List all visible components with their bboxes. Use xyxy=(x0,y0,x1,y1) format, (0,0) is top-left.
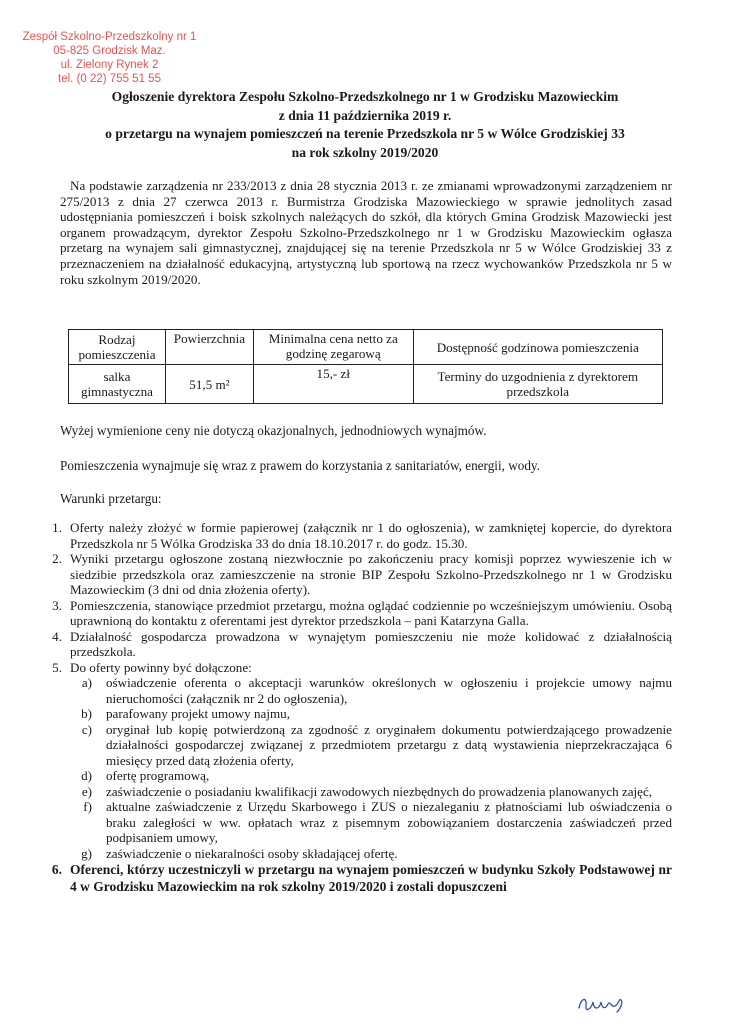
list-item xyxy=(40,598,672,629)
table-cell: salka gimnastyczna xyxy=(69,365,166,404)
table-header-cell: Powierzchnia xyxy=(165,330,253,365)
table-header-cell: Dostępność godzinowa pomieszczenia xyxy=(413,330,662,365)
item-text: Pomieszczenia, stanowiące przedmiot przetargu, można oglądać codziennie po wcześniejszym umówieniu. Osobą uprawnioną do kontaktu z oferentami jest dyrektor przedszkola – pani Katarzyna Galla. xyxy=(70,597,672,628)
item-number: 6. xyxy=(51,862,62,877)
item-text: Do oferty powinny być dołączone: xyxy=(70,659,252,675)
table-header-cell: Rodzaj pomieszczenia xyxy=(69,330,166,365)
sub-item-text: oryginał lub kopię potwierdzoną za zgodność z oryginałem dokumentu potwierdzającego prowadzenie działalności gospodarczej związanej z przedmiotem przetargu z datą wystawienia nieprzekraczająca 6 miesięcy przed datą złożenia oferty, xyxy=(106,721,672,768)
sub-item-text: aktualne zaświadczenie z Urzędu Skarbowego i ZUS o niezaleganiu z płatnościami lub oświadczenia o braku zaległości w ww. opłatach wraz z pisemnym zobowiązaniem dostarczenia zaświadczeń przed podpisaniem umowy, xyxy=(106,799,672,845)
sub-list-item xyxy=(70,675,672,706)
sub-list-item xyxy=(70,784,672,800)
sub-item-text: oświadczenie oferenta o akceptacji warunków określonych w ogłoszeniu i projekcie umowy najmu nieruchomości (załącznik nr 2 do ogłoszenia), xyxy=(106,675,672,706)
sub-item-text: zaświadczenie o posiadaniu kwalifikacji zawodowych niezbędnych do prowadzenia planowanych zajęć, xyxy=(106,783,653,799)
conditions-heading: Warunki przetargu: xyxy=(60,491,162,506)
list-item xyxy=(40,551,672,598)
utilities-note: Pomieszczenia wynajmuje się wraz z prawem do korzystania z sanitariatów, energii, wody. xyxy=(60,458,540,473)
header-date: z dnia 11 października 2019 r. xyxy=(278,107,452,123)
item-number: 5. xyxy=(52,659,62,675)
sub-list-item xyxy=(70,768,672,784)
sub-list-item xyxy=(70,846,672,862)
table-row xyxy=(69,365,663,404)
header-school-year: na rok szkolny 2019/2020 xyxy=(291,144,439,160)
handwritten-signature xyxy=(575,988,627,1018)
list-item xyxy=(40,520,672,551)
table-cell: Terminy do uzgodnienia z dyrektorem przedszkola xyxy=(413,365,662,404)
table-cell: 15,- zł xyxy=(253,365,413,404)
list-item xyxy=(40,660,672,676)
item-number: 4. xyxy=(52,628,62,644)
conditions-list xyxy=(40,520,672,895)
sub-list-item xyxy=(70,706,672,722)
school-stamp xyxy=(22,30,197,86)
sub-item-letter: b) xyxy=(81,706,92,721)
intro-paragraph: Na podstawie zarządzenia nr 233/2013 z dnia 28 stycznia 2013 r. ze zmianami wprowadzonymi zarządzeniem nr 275/2013 z dnia 27 czerwca 2013 r. Burmistrza Grodziska Mazowieckiego w sprawie jednolitych zasad udostępniania pomieszczeń i boisk szkolnych należących do szkół, dla których Gmina Grodzisk Mazowiecki jest organem prowadzącym, dyrektor Zespołu Szkolno-Przedszkolnego nr 1 w Grodzisku Mazowieckim ogłasza przetarg na wynajem sali gimnastycznej, znajdującej się na terenie Przedszkola nr 5 w Wólce Grodziskiej 33 z przeznaczeniem na działalność edukacyjną, artystyczną lub sportową na rzecz wychowanków Przedszkola nr 5 w roku szkolnym 2019/2020. xyxy=(60,178,672,287)
document-header xyxy=(60,88,670,162)
item-text: Działalność gospodarcza prowadzona w wynajętym pomieszczeniu nie może kolidować z działalnością przedszkola. xyxy=(70,628,672,659)
stamp-line-2: 05-825 Grodzisk Maz. xyxy=(53,45,166,57)
sub-item-letter: g) xyxy=(81,845,92,861)
table-header-row xyxy=(69,330,663,365)
sub-item-letter: d) xyxy=(81,768,92,783)
sub-item-letter: c) xyxy=(81,721,92,737)
item-number: 1. xyxy=(52,520,62,535)
item-text: Wyniki przetargu ogłoszone zostaną niezwłocznie po zakończeniu pracy komisji poprzez wywieszenie ich w siedzibie przedszkola oraz zamieszczenie na stronie BIP Zespołu Szkolno-Przedszkolnego nr 1 w Grodzisku Mazowieckim (3 dni od dnia złożenia oferty). xyxy=(70,551,672,597)
table-header-cell: Minimalna cena netto za godzinę zegarową xyxy=(253,330,413,365)
header-title: Ogłoszenie dyrektora Zespołu Szkolno-Przedszkolnego nr 1 w Grodzisku Mazowieckim xyxy=(111,89,619,104)
sub-item-text: ofertę programową, xyxy=(106,768,210,783)
stamp-line-3: ul. Zielony Rynek 2 xyxy=(60,59,159,71)
list-item-bold xyxy=(40,861,672,895)
sub-item-text: zaświadczenie o niekaralności osoby składającej ofertę. xyxy=(106,845,398,861)
item-number: 2. xyxy=(52,551,62,566)
table-cell: 51,5 m² xyxy=(165,365,253,404)
sub-item-letter: a) xyxy=(81,675,92,690)
item-number: 3. xyxy=(52,597,62,613)
rental-table xyxy=(68,329,663,404)
sub-item-text: parafowany projekt umowy najmu, xyxy=(106,706,290,721)
sub-item-letter: f) xyxy=(83,799,92,814)
header-subject: o przetargu na wynajem pomieszczeń na terenie Przedszkola nr 5 w Wólce Grodziskiej 33 xyxy=(105,126,625,141)
item-text: Oferty należy złożyć w formie papierowej (załącznik nr 1 do ogłoszenia), w zamkniętej kopercie, do dyrektora Przedszkola nr 5 Wólka Grodziska 33 do dnia 18.10.2017 r. do godz. 15.30. xyxy=(70,520,672,551)
sub-list-item xyxy=(70,799,672,846)
list-item xyxy=(40,629,672,660)
sub-item-letter: e) xyxy=(81,783,92,799)
sub-list-item xyxy=(70,722,672,769)
price-note: Wyżej wymienione ceny nie dotyczą okazjonalnych, jednodniowych wynajmów. xyxy=(60,423,487,438)
stamp-line-4: tel. (0 22) 755 51 55 xyxy=(58,73,161,85)
stamp-line-1: Zespół Szkolno-Przedszkolny nr 1 xyxy=(22,31,197,43)
item-text: Oferenci, którzy uczestniczyli w przetargu na wynajem pomieszczeń w budynku Szkoły Podstawowej nr 4 w Grodzisku Mazowieckim na rok szkolny 2019/2020 i zostali dopuszczeni xyxy=(70,862,672,894)
